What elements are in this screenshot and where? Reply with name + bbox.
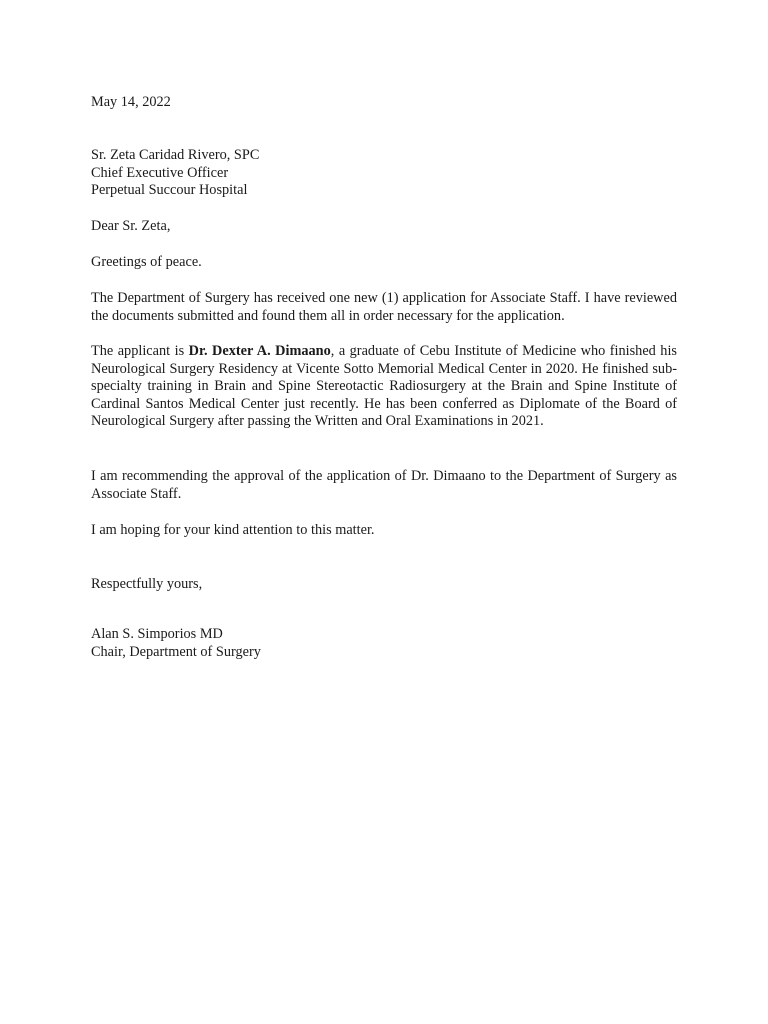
applicant-intro: The applicant is — [91, 343, 189, 359]
paragraph-closing-request: I am hoping for your kind attention to this matter. — [91, 522, 375, 538]
signatory-name: Alan S. Simporios MD — [91, 626, 223, 642]
recipient-name: Sr. Zeta Caridad Rivero, SPC — [91, 147, 260, 163]
complimentary-close: Respectfully yours, — [91, 576, 203, 592]
letter-date: May 14, 2022 — [91, 94, 171, 110]
signatory-title: Chair, Department of Surgery — [91, 643, 261, 660]
greeting: Greetings of peace. — [91, 254, 202, 270]
paragraph-recommendation: I am recommending the approval of the application of Dr. Dimaano to the Department of Surgery as Associate Staff. — [91, 468, 677, 502]
paragraph-applicant-details — [91, 343, 677, 431]
recipient-address — [91, 147, 677, 200]
paragraph-application-received: The Department of Surgery has received one new (1) application for Associate Staff. I have reviewed the documents submitted and found them all in order necessary for the application. — [91, 290, 677, 324]
recipient-organization: Perpetual Succour Hospital — [91, 182, 248, 199]
applicant-name: Dr. Dexter A. Dimaano — [188, 343, 331, 359]
recipient-title: Chief Executive Officer — [91, 164, 229, 181]
salutation: Dear Sr. Zeta, — [91, 218, 171, 234]
signature-block — [91, 626, 677, 661]
applicant-background: , a graduate of Cebu Institute of Medicine who finished his Neurological Surgery Residency at Vicente Sotto Memorial Medical Center in 2020. He finished sub-specialty training in Brain and Spine Stereotactic Radiosurgery at the Brain and Spine Institute of Cardinal Santos Medical Center just recently. He has been conferred as Diplomate of the Board of Neurological Surgery after passing the Written and Oral Examinations in 2021. — [91, 343, 677, 430]
